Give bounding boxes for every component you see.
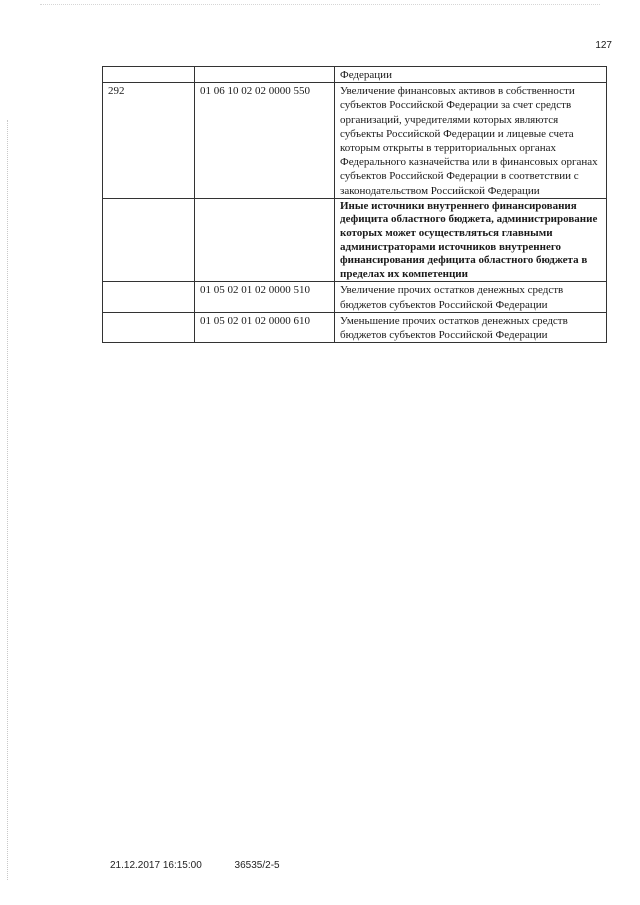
source-code-cell xyxy=(195,198,335,282)
scan-margin-artifact xyxy=(7,120,9,880)
description-cell: Увеличение финансовых активов в собственности субъектов Российской Федерации за счет средств организаций, учредителями которых являются субъекты Российской Федерации и лицевые счета которым открыты в территориальных органах Федерального казначейства или в финансовых органах субъектов Российской Федерации в соответствии с законодательством Российской Федерации xyxy=(335,83,607,199)
admin-code-cell xyxy=(103,67,195,83)
description-cell: Уменьшение прочих остатков денежных средств бюджетов субъектов Российской Федерации xyxy=(335,312,607,342)
budget-sources-table xyxy=(102,66,607,343)
source-code-cell xyxy=(195,67,335,83)
document-footer xyxy=(110,860,280,871)
table-row xyxy=(103,282,607,312)
admin-code-cell xyxy=(103,282,195,312)
admin-code-cell xyxy=(103,198,195,282)
footer-timestamp: 21.12.2017 16:15:00 xyxy=(110,860,202,871)
source-code-cell: 01 06 10 02 02 0000 550 xyxy=(195,83,335,199)
table-row xyxy=(103,83,607,199)
footer-document-id: 36535/2-5 xyxy=(234,860,280,871)
description-cell: Федерации xyxy=(335,67,607,83)
source-code-cell: 01 05 02 01 02 0000 610 xyxy=(195,312,335,342)
section-heading-cell: Иные источники внутреннего финансирования дефицита областного бюджета, администрирование которых может осуществляться главными администраторами источников внутреннего финансирования дефицита областного бюджета в пределах их компетенции xyxy=(335,198,607,282)
description-cell: Увеличение прочих остатков денежных средств бюджетов субъектов Российской Федерации xyxy=(335,282,607,312)
table-row xyxy=(103,67,607,83)
source-code-cell: 01 05 02 01 02 0000 510 xyxy=(195,282,335,312)
admin-code-cell xyxy=(103,312,195,342)
page-number: 127 xyxy=(595,40,612,51)
admin-code-cell: 292 xyxy=(103,83,195,199)
scan-edge-artifact xyxy=(40,4,600,6)
table-row xyxy=(103,312,607,342)
table-row xyxy=(103,198,607,282)
